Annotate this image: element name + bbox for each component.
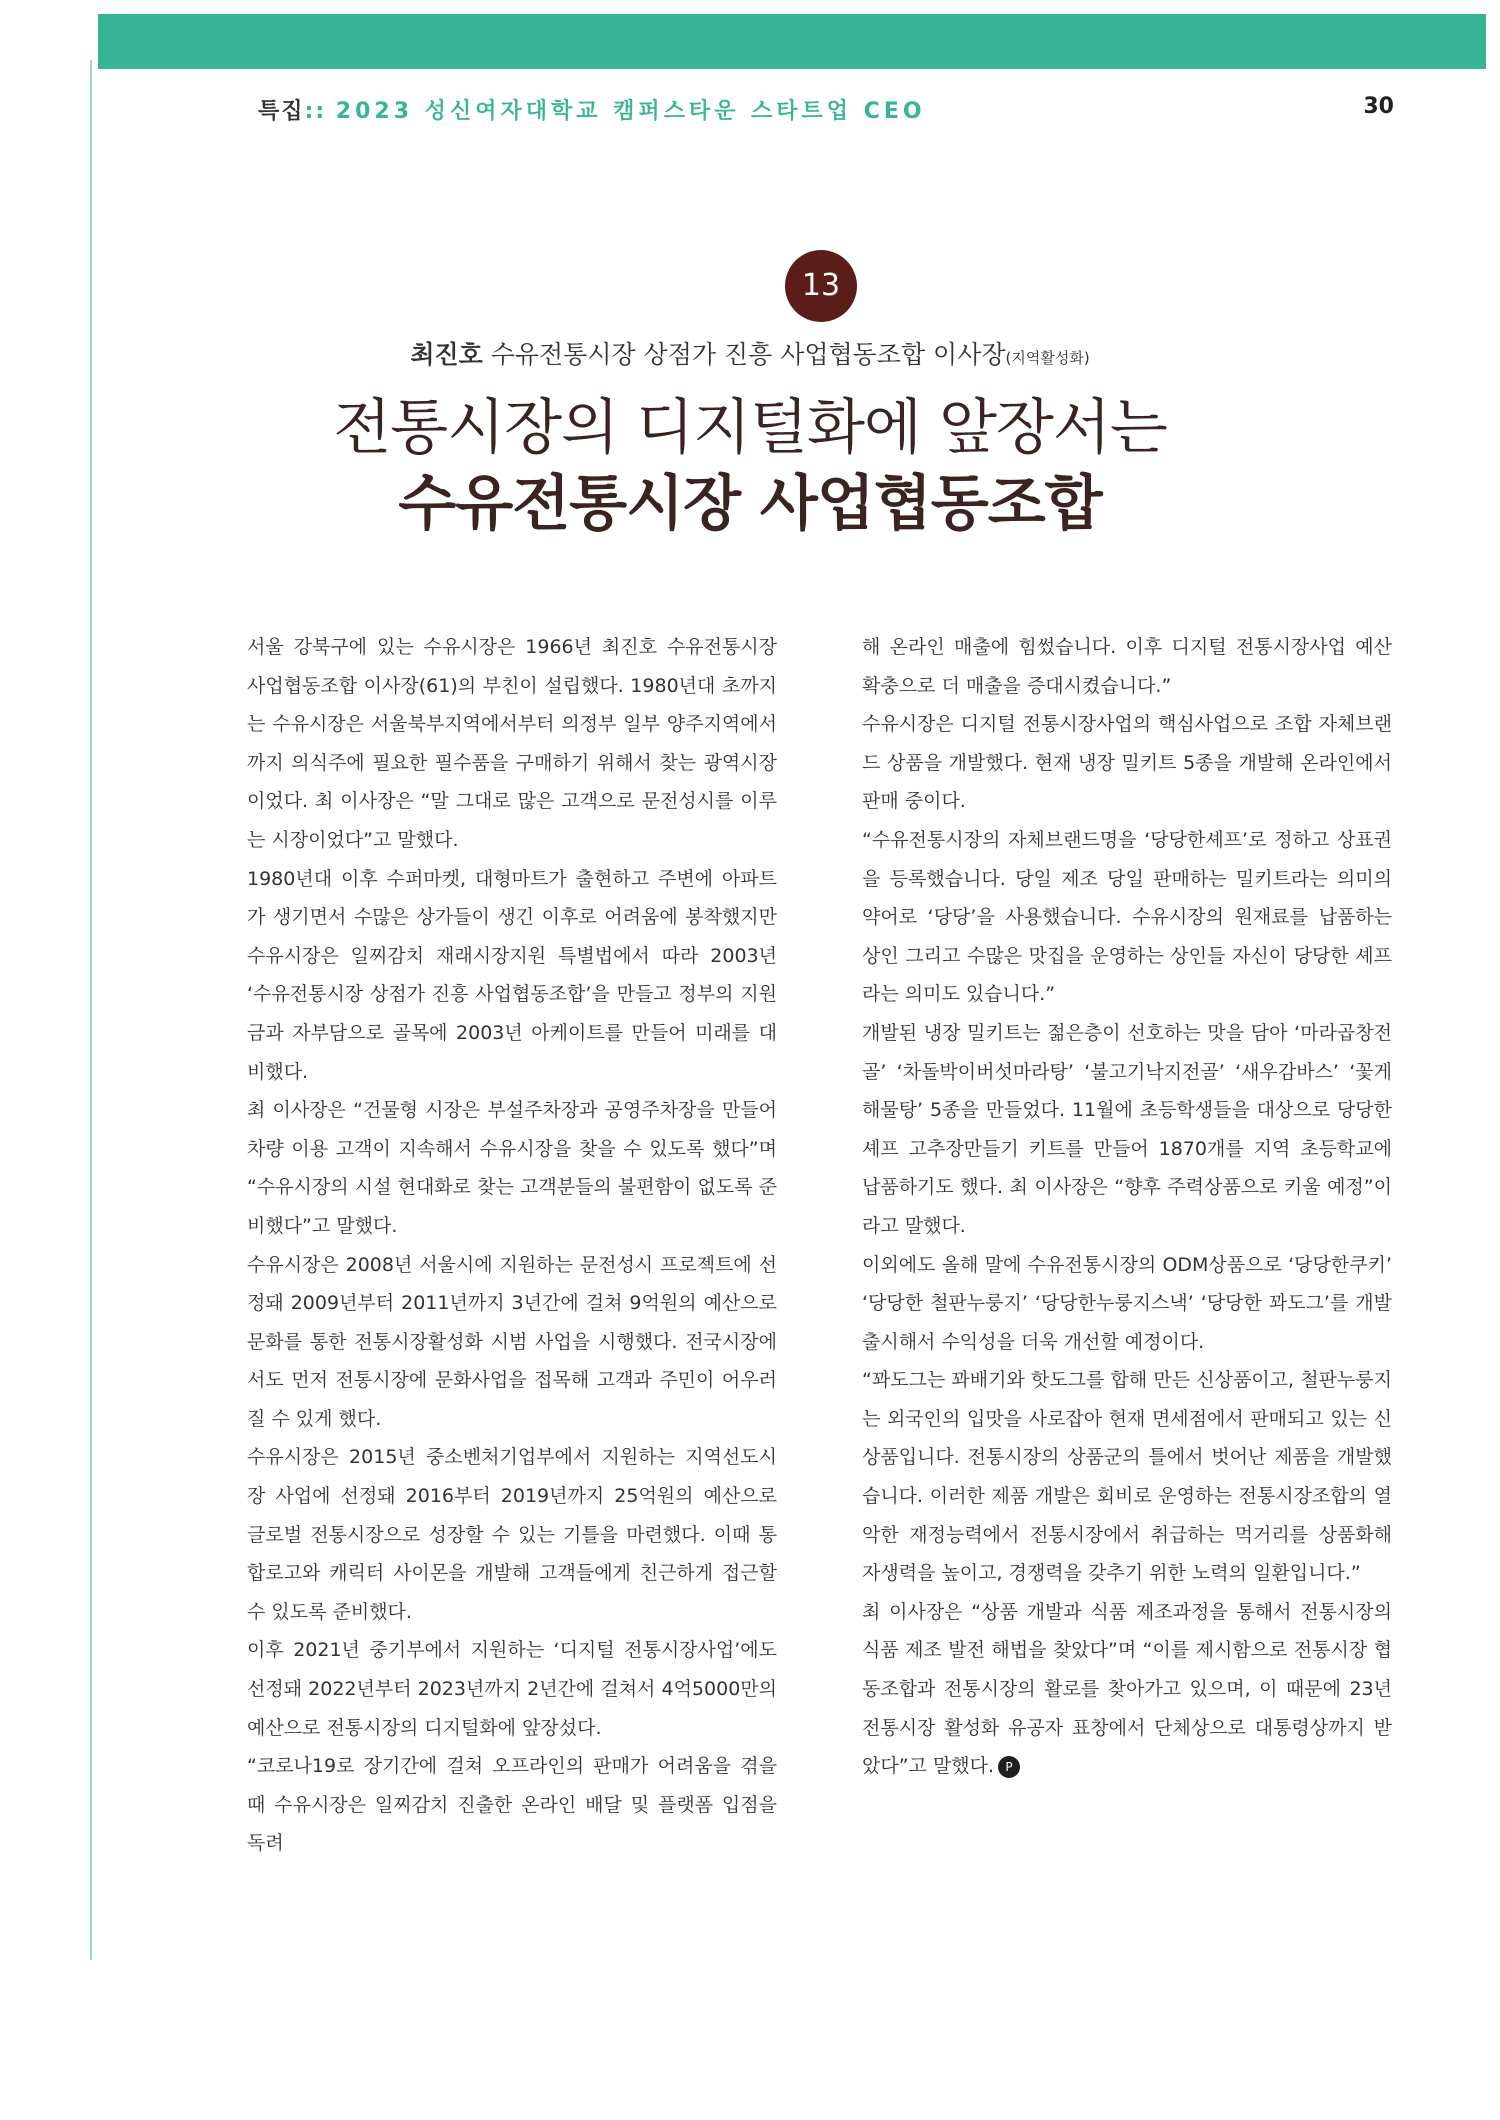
author-role: 수유전통시장 상점가 진흥 사업협동조합 이사장: [490, 340, 1006, 369]
end-mark-icon: P: [998, 1756, 1020, 1778]
paragraph: 수유시장은 디지털 전통시장사업의 핵심사업으로 조합 자체브랜드 상품을 개발했다. 현재 냉장 밀키트 5종을 개발해 온라인에서 판매 중이다.: [862, 713, 1392, 813]
paragraph: 1980년대 이후 수퍼마켓, 대형마트가 출현하고 주변에 아파트가 생기면서 수많은 상가들이 생긴 이후로 어려움에 봉착했지만 수유시장은 일찌감치 재래시장지원 특별법에서 따라 2003년 ‘수유전통시장 상점가 진흥 사업협동조합’을 만들고 정부의 지원금과 자부담으로 골목에 2003년 아케이트를 만들어 미래를 대비했다.: [247, 867, 777, 1083]
paragraph: 개발된 냉장 밀키트는 젊은층이 선호하는 맛을 담아 ‘마라곱창전골’ ‘차돌박이버섯마라탕’ ‘불고기낙지전골’ ‘새우감바스’ ‘꽃게해물탕’ 5종을 만들었다. 11월에 초등학생들을 대상으로 당당한 셰프 고추장만들기 키트를 만들어 1870개를 지역 초등학교에 납품하기도 했다. 최 이사장은 “향후 주력상품으로 키울 예정”이라고 말했다.: [862, 1021, 1392, 1237]
article-number-badge: 13: [785, 250, 857, 322]
section-separator: ::: [304, 99, 327, 124]
headline-line-1: 전통시장의 디지털화에 앞장서는: [333, 393, 1167, 463]
left-column: [247, 628, 777, 1863]
section-name: 특집: [258, 99, 305, 124]
section-label: [258, 94, 926, 125]
paragraph: “수유전통시장의 자체브랜드명을 ‘당당한셰프’로 정하고 상표권을 등록했습니다. 당일 제조 당일 판매하는 밀키트라는 의미의 약어로 ‘당당’을 사용했습니다. 수유시장의 원재료를 납품하는 상인 그리고 수많은 맛집을 운영하는 상인들 자신이 당당한 셰프라는 의미도 있습니다.”: [862, 828, 1392, 1006]
paragraph: 이외에도 올해 말에 수유전통시장의 ODM상품으로 ‘당당한쿠키’ ‘당당한 철판누룽지’ ‘당당한누룽지스낵’ ‘당당한 꽈도그’를 개발 출시해서 수익성을 더욱 개선할 예정이다.: [862, 1253, 1392, 1353]
page-number: 30: [1363, 94, 1394, 119]
author-note: (지역활성화): [1005, 349, 1090, 367]
author-name: 최진호: [410, 340, 483, 369]
headline-line-2: 수유전통시장 사업협동조합: [398, 469, 1102, 539]
author-line: [0, 335, 1500, 371]
paragraph: 해 온라인 매출에 힘썼습니다. 이후 디지털 전통시장사업 예산 확충으로 더 매출을 증대시켰습니다.”: [862, 636, 1392, 697]
paragraph: 이후 2021년 중기부에서 지원하는 ‘디지털 전통시장사업’에도 선정돼 2022년부터 2023년까지 2년간에 걸쳐서 4억5000만의 예산으로 전통시장의 디지털화에 앞장섰다.: [247, 1639, 777, 1739]
top-color-bar: [98, 14, 1486, 69]
paragraph: 서울 강북구에 있는 수유시장은 1966년 최진호 수유전통시장 사업협동조합 이사장(61)의 부친이 설립했다. 1980년대 초까지는 수유시장은 서울북부지역에서부터 의정부 일부 양주지역에서까지 의식주에 필요한 필수품을 구매하기 위해서 찾는 광역시장이었다. 최 이사장은 “말 그대로 많은 고객으로 문전성시를 이루는 시장이었다”고 말했다.: [247, 636, 777, 851]
section-title: 2023 성신여자대학교 캠퍼스타운 스타트업 CEO: [335, 99, 926, 124]
right-column: [862, 628, 1392, 1786]
paragraph: “꽈도그는 꽈배기와 핫도그를 합해 만든 신상품이고, 철판누룽지는 외국인의 입맛을 사로잡아 현재 면세점에서 판매되고 있는 신상품입니다. 전통시장의 상품군의 틀에서 벗어난 제품을 개발했습니다. 이러한 제품 개발은 회비로 운영하는 전통시장조합의 열악한 재정능력에서 전통시장에서 취급하는 먹거리를 상품화해 자생력을 높이고, 경쟁력을 갖추기 위한 노력의 일환입니다.”: [862, 1369, 1392, 1585]
paragraph: 수유시장은 2015년 중소벤처기업부에서 지원하는 지역선도시장 사업에 선정돼 2016부터 2019년까지 25억원의 예산으로 글로벌 전통시장으로 성장할 수 있는 기틀을 마련했다. 이때 통합로고와 캐릭터 사이몬을 개발해 고객들에게 친근하게 접근할 수 있도록 준비했다.: [247, 1446, 777, 1623]
paragraph: “코로나19로 장기간에 걸쳐 오프라인의 판매가 어려움을 겪을 때 수유시장은 일찌감치 진출한 온라인 배달 및 플랫폼 입점을 독려: [247, 1755, 777, 1855]
paragraph-last: [862, 1593, 1392, 1786]
paragraph-text: 최 이사장은 “상품 개발과 식품 제조과정을 통해서 전통시장의 식품 제조 발전 해법을 찾았다”며 “이를 제시함으로 전통시장 협동조합과 전통시장의 활로를 찾아가고 있으며, 이 때문에 23년 전통시장 활성화 유공자 표창에서 단체상으로 대통령상까지 받았다”고 말했다.: [862, 1600, 1392, 1778]
paragraph: 최 이사장은 “건물형 시장은 부설주차장과 공영주차장을 만들어 차량 이용 고객이 지속해서 수유시장을 찾을 수 있도록 했다”며 “수유시장의 시설 현대화로 찾는 고객분들의 불편함이 없도록 준비했다”고 말했다.: [247, 1099, 777, 1237]
running-header: [258, 94, 1394, 130]
paragraph: 수유시장은 2008년 서울시에 지원하는 문전성시 프로젝트에 선정돼 2009년부터 2011년까지 3년간에 걸쳐 9억원의 예산으로 문화를 통한 전통시장활성화 시범 사업을 시행했다. 전국시장에서도 먼저 전통시장에 문화사업을 접목해 고객과 주민이 어우러질 수 있게 했다.: [247, 1253, 777, 1430]
